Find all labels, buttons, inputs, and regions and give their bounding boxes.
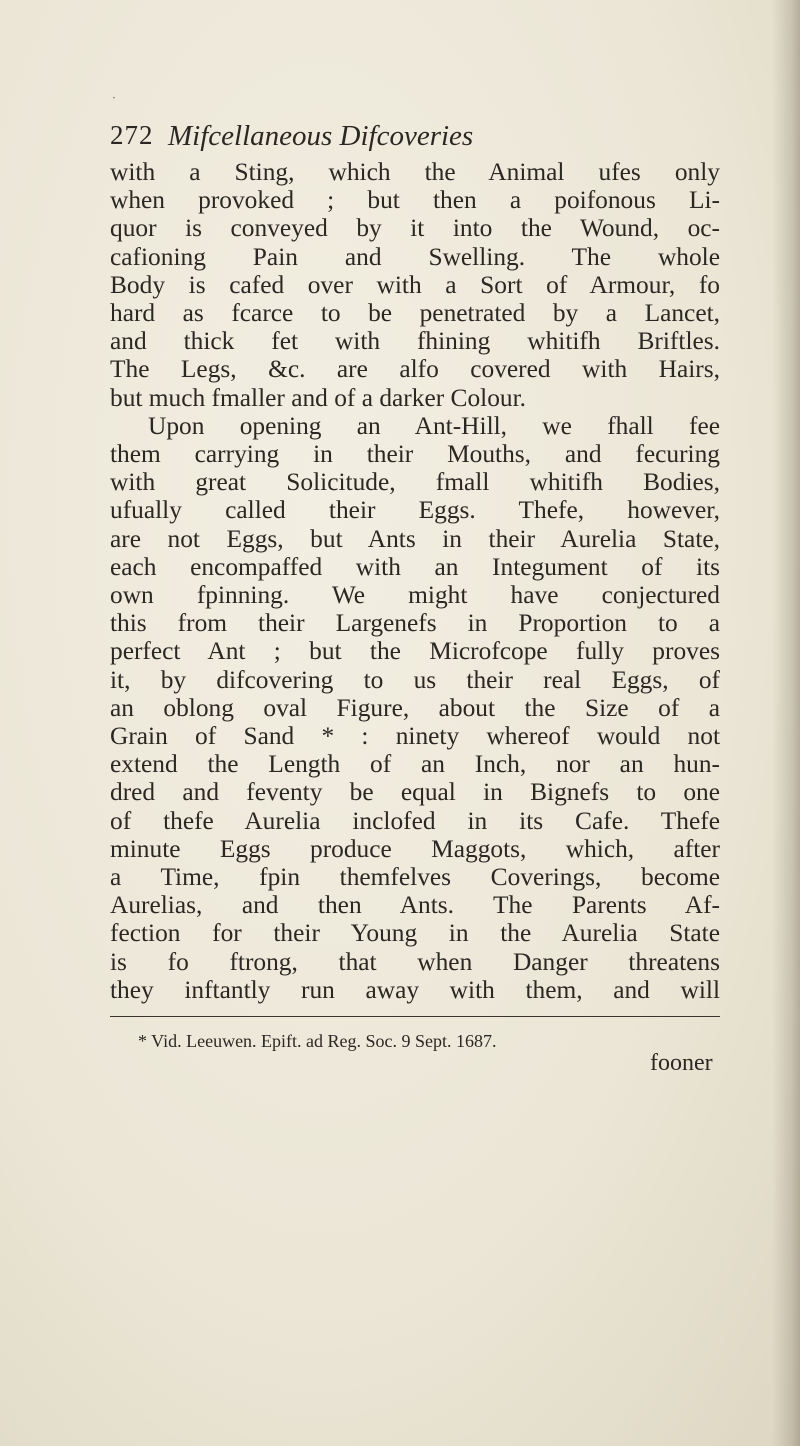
text-line: with a Sting, which the Animal ufes only (110, 158, 720, 186)
text-line: dred and feventy be equal in Bignefs to one (110, 778, 720, 807)
text-line: The Legs, &c. are alfo covered with Hairs, (110, 355, 720, 384)
text-line: hard as fcarce to be penetrated by a Lancet, (110, 299, 720, 328)
text-line: Upon opening an Ant-Hill, we fhall fee (148, 411, 720, 440)
text-line: they inftantly run away with them, and will (110, 975, 720, 1004)
text-line: each encompaffed with an Integument of its (110, 552, 720, 581)
catchword: fooner (650, 1050, 713, 1076)
footnote-rule (110, 1016, 720, 1017)
running-title: Mifcellaneous Difcoveries (168, 120, 474, 152)
text-line: minute Eggs produce Maggots, which, after (110, 834, 720, 863)
footnote: * Vid. Leeuwen. Epift. ad Reg. Soc. 9 Sept. 1687. (138, 1031, 497, 1051)
stray-ink-mark: · (112, 91, 116, 105)
text-line: extend the Length of an Inch, nor an hun- (110, 750, 720, 779)
text-line: with great Solicitude, fmall whitifh Bodies, (110, 468, 720, 497)
page-number: 272 (110, 120, 154, 150)
text-line: of thefe Aurelia inclofed in its Cafe. Thefe (110, 806, 720, 835)
text-line: Body is cafed over with a Sort of Armour, fo (110, 270, 720, 299)
text-line: this from their Largenefs in Proportion to a (110, 609, 720, 638)
text-line: them carrying in their Mouths, and fecuring (110, 440, 720, 469)
text-line: Aurelias, and then Ants. The Parents Af- (110, 891, 720, 920)
text-line: fection for their Young in the Aurelia State (110, 919, 720, 948)
text-line: are not Eggs, but Ants in their Aurelia State, (110, 524, 720, 553)
body-text (110, 158, 720, 1004)
text-line: Grain of Sand * : ninety whereof would not (110, 722, 720, 751)
text-line: cafioning Pain and Swelling. The whole (110, 242, 720, 271)
page-header (110, 120, 670, 160)
text-line: an oblong oval Figure, about the Size of a (110, 693, 720, 722)
page-edge-shadow (772, 0, 800, 1446)
text-line: and thick fet with fhining whitifh Briftles. (110, 327, 720, 356)
text-line: when provoked ; but then a poifonous Li- (110, 186, 720, 215)
text-line: is fo ftrong, that when Danger threatens (110, 947, 720, 976)
text-line: perfect Ant ; but the Microfcope fully proves (110, 637, 720, 666)
text-line: a Time, fpin themfelves Coverings, become (110, 863, 720, 892)
text-line: quor is conveyed by it into the Wound, oc- (110, 214, 720, 243)
text-line: but much fmaller and of a darker Colour. (110, 383, 526, 412)
text-line: it, by difcovering to us their real Eggs, of (110, 665, 720, 694)
text-line: own fpinning. We might have conjectured (110, 581, 720, 610)
text-line: ufually called their Eggs. Thefe, however, (110, 496, 720, 525)
